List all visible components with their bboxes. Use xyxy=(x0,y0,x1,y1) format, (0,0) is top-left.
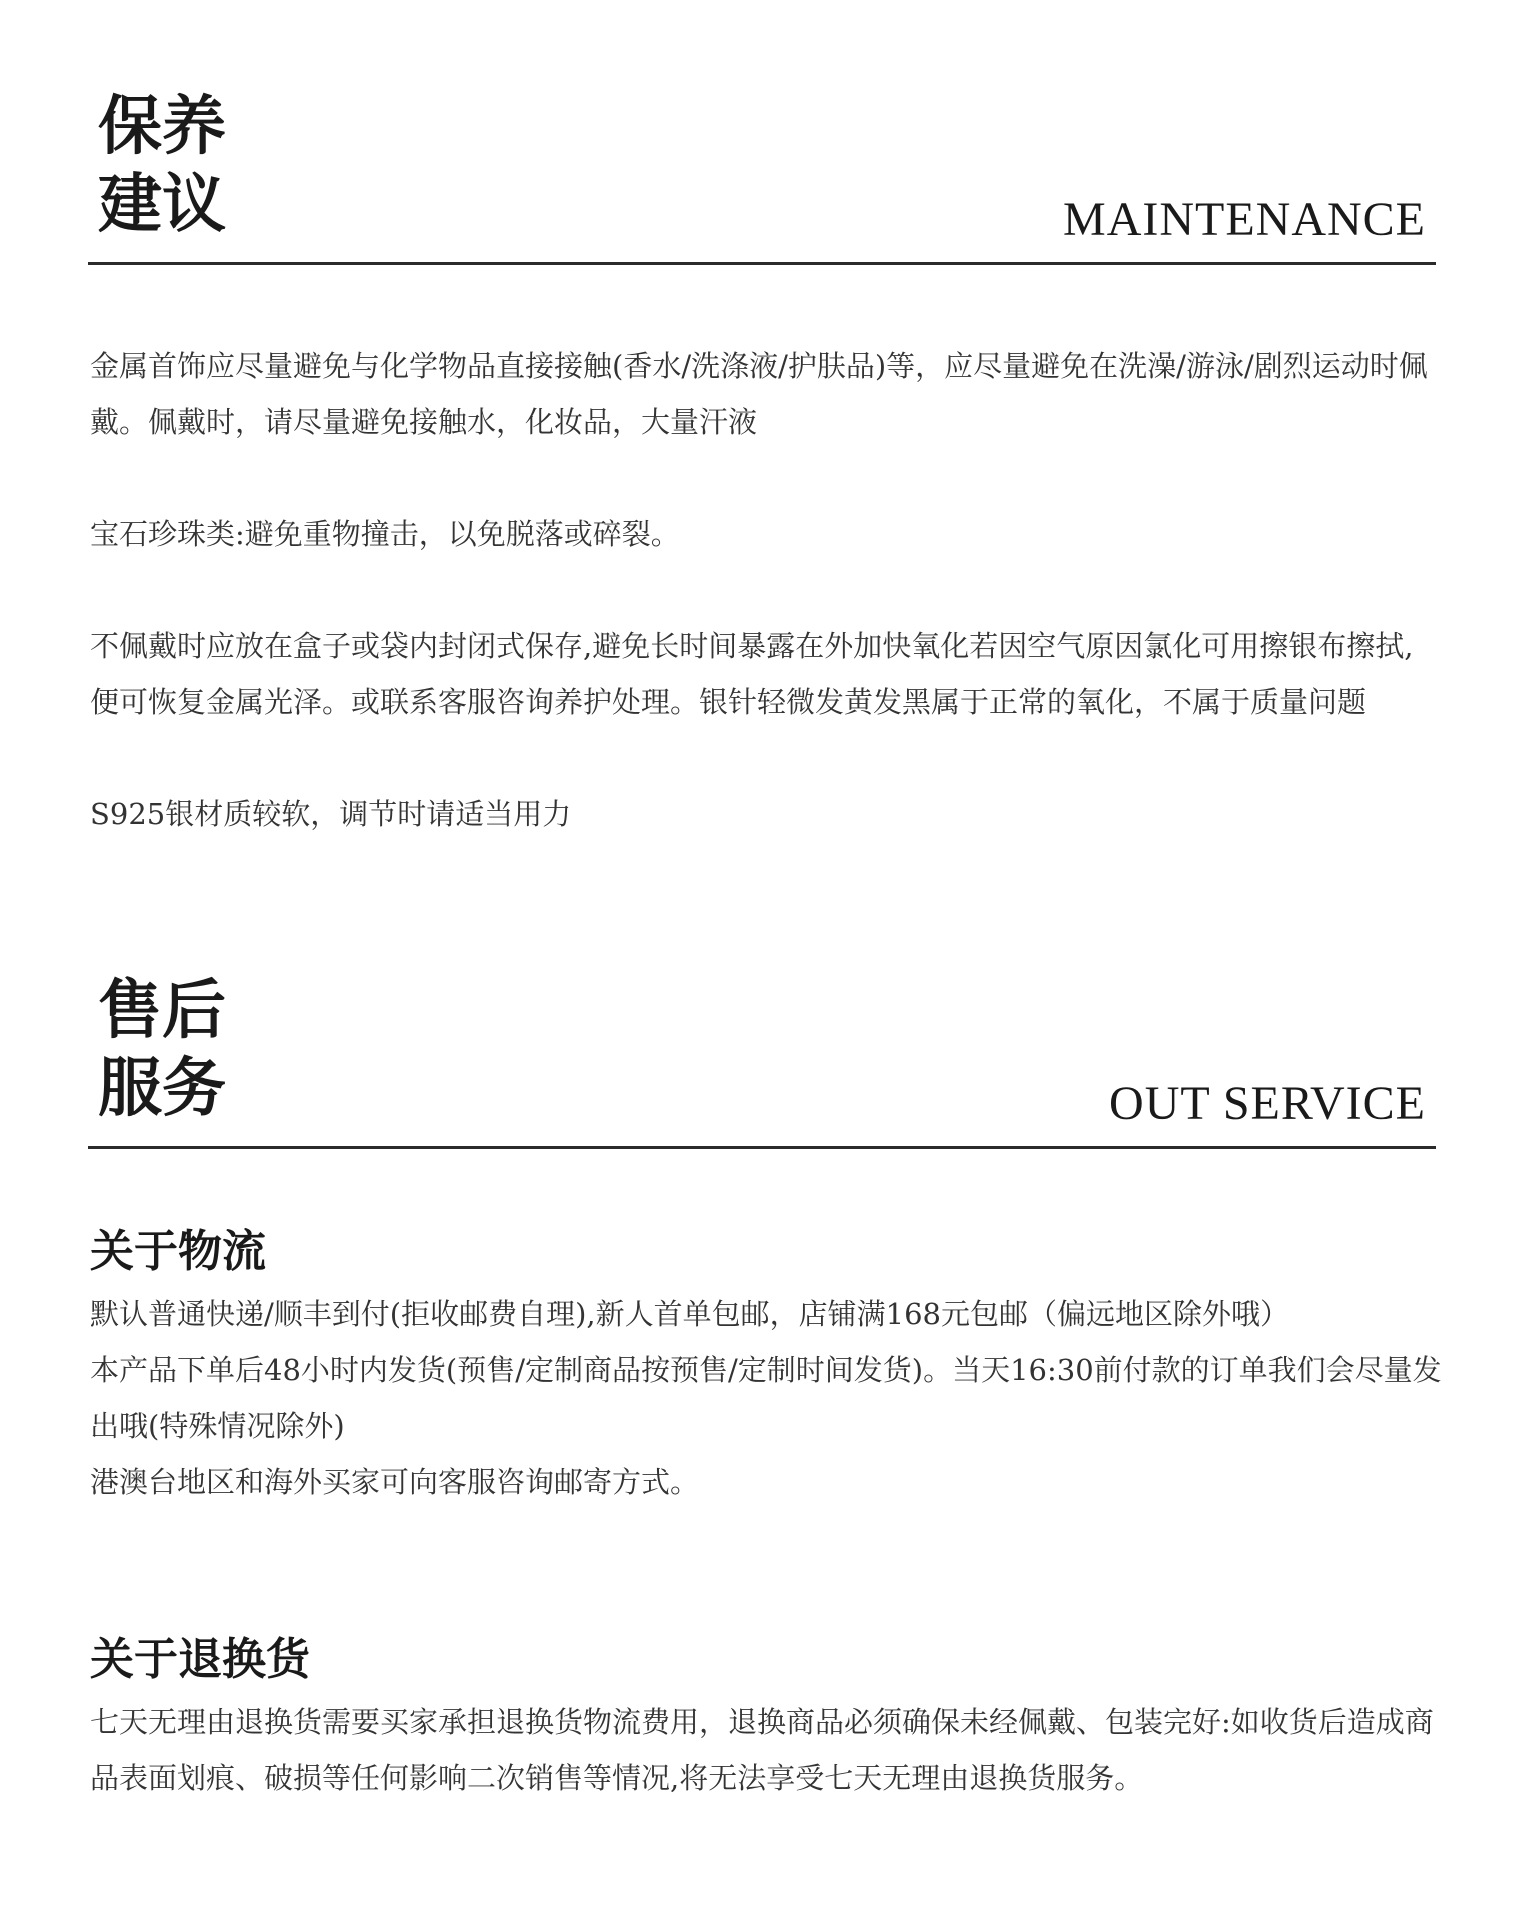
returns-text: 七天无理由退换货需要买家承担退换货物流费用，退换商品必须确保未经佩戴、包装完好:如收货后造成商品表面划痕、破损等任何影响二次销售等情况,将无法享受七天无理由退换货服务。 xyxy=(90,1705,1434,1795)
maintenance-paragraph-storage: 不佩戴时应放在盒子或袋内封闭式保存,避免长时间暴露在外加快氧化若因空气原因氯化可用擦银布擦拭,便可恢复金属光泽。或联系客服咨询养护处理。银针轻微发黄发黑属于正常的氧化，不属于质量问题 xyxy=(90,629,1414,719)
logistics-heading: 关于物流 xyxy=(90,1226,266,1277)
maintenance-title-en: MAINTENANCE xyxy=(1063,193,1426,246)
maintenance-header xyxy=(88,82,1436,265)
service-title-zh xyxy=(98,972,226,1128)
maintenance-title-zh xyxy=(98,88,226,244)
maintenance-paragraph-metal: 金属首饰应尽量避免与化学物品直接接触(香水/洗涤液/护肤品)等，应尽量避免在洗澡/游泳/剧烈运动时佩戴。佩戴时，请尽量避免接触水，化妆品，大量汗液 xyxy=(90,349,1428,439)
maintenance-title-line1: 保养 xyxy=(98,89,226,164)
maintenance-content xyxy=(90,338,1435,842)
maintenance-paragraph-s925: S925银材质较软，调节时请适当用力 xyxy=(90,797,572,831)
logistics-line-shipping: 默认普通快递/顺丰到付(拒收邮费自理),新人首单包邮，店铺满168元包邮（偏远地区除外哦） xyxy=(90,1297,1289,1331)
maintenance-title-line2: 建议 xyxy=(98,167,226,242)
logistics-line-overseas: 港澳台地区和海外买家可向客服咨询邮寄方式。 xyxy=(90,1465,700,1499)
service-title-en: OUT SERVICE xyxy=(1109,1077,1426,1130)
service-title-line1: 售后 xyxy=(98,973,226,1048)
service-title-line2: 服务 xyxy=(98,1051,226,1126)
returns-section xyxy=(90,1632,1450,1806)
logistics-section xyxy=(90,1224,1450,1510)
returns-heading: 关于退换货 xyxy=(90,1634,310,1685)
maintenance-paragraph-gems: 宝石珍珠类:避免重物撞击，以免脱落或碎裂。 xyxy=(90,517,680,551)
logistics-line-dispatch: 本产品下单后48小时内发货(预售/定制商品按预售/定制时间发货)。当天16:30前付款的订单我们会尽量发出哦(特殊情况除外) xyxy=(90,1353,1442,1443)
service-header xyxy=(88,966,1436,1149)
